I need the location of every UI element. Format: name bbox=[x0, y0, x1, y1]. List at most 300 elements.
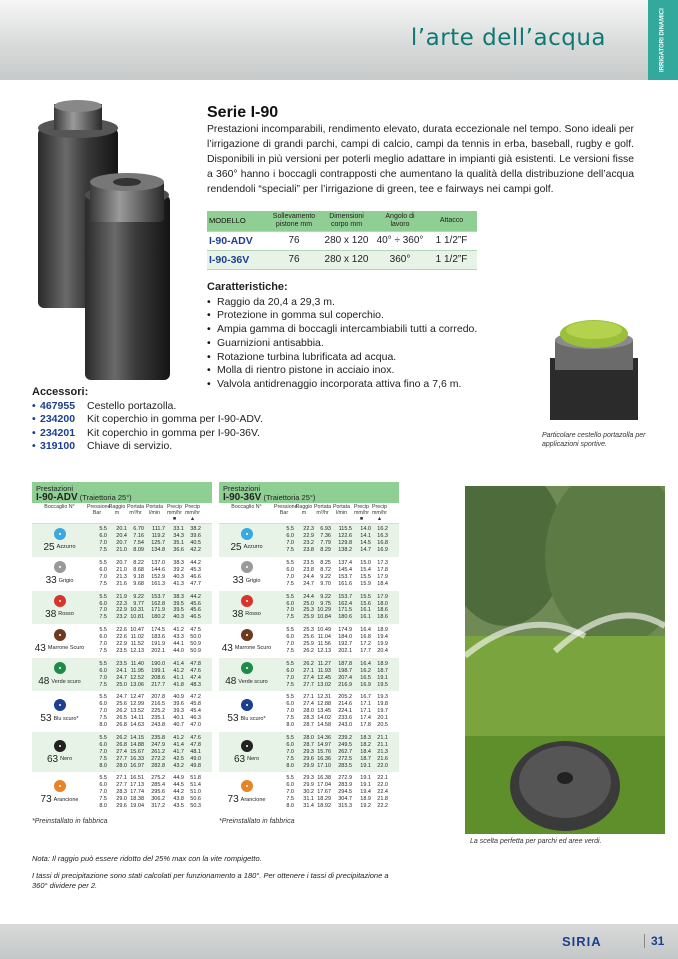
perf-col-label: Pressione Bar bbox=[87, 504, 111, 516]
perf-value: 29.6 bbox=[303, 755, 314, 762]
accessory-code: • 234201 bbox=[32, 427, 87, 441]
perf-value: 21.3 bbox=[377, 748, 388, 755]
perf-row bbox=[274, 607, 388, 614]
feature-item: • Guarnizioni antisabbia. bbox=[207, 337, 477, 351]
perf-value: 19.4 bbox=[377, 634, 388, 641]
perf-value: 40.9 bbox=[173, 694, 184, 701]
perf-value: 272.9 bbox=[338, 775, 352, 782]
note-1: Nota: Il raggio può essere ridotto del 25% max con la vite rompigetto. bbox=[32, 854, 262, 863]
perf-value: 6.0 bbox=[286, 533, 294, 540]
perf-value: 14.63 bbox=[130, 722, 144, 729]
perf-value: 48.3 bbox=[190, 681, 201, 688]
perf-trajectory: (Traiettoria 25°) bbox=[79, 493, 132, 502]
perf-value: 22.6 bbox=[116, 634, 127, 641]
perf-value: 14.0 bbox=[360, 526, 371, 533]
accessory-item bbox=[32, 413, 263, 427]
perf-row bbox=[274, 601, 388, 608]
cell: 1 1/2”F bbox=[426, 250, 477, 269]
perf-row bbox=[87, 661, 201, 668]
perf-value: 25.9 bbox=[303, 641, 314, 648]
features-title: Caratteristiche: bbox=[207, 281, 288, 293]
perf-value: 22.0 bbox=[377, 782, 388, 789]
perf-row bbox=[274, 661, 388, 668]
perf-value: 48.1 bbox=[190, 748, 201, 755]
perf-value: 202.1 bbox=[338, 647, 352, 654]
perf-value: 12.52 bbox=[130, 674, 144, 681]
perf-value: 12.45 bbox=[317, 674, 331, 681]
perf-value: 17.3 bbox=[377, 560, 388, 567]
accessories-title: Accessori: bbox=[32, 386, 89, 398]
perf-value: 217.7 bbox=[151, 681, 165, 688]
perf-value: 235.1 bbox=[151, 715, 165, 722]
perf-value: 44.9 bbox=[173, 775, 184, 782]
perf-col-label: Pressione Bar bbox=[274, 504, 298, 516]
perf-value: 50.9 bbox=[190, 641, 201, 648]
perf-value: 207.8 bbox=[151, 694, 165, 701]
perf-value: 41.3 bbox=[173, 580, 184, 587]
perf-value: 7.0 bbox=[99, 789, 107, 796]
accessory-desc: Kit coperchio in gomma per I-90-ADV. bbox=[87, 413, 263, 425]
perf-value: 145.4 bbox=[338, 566, 352, 573]
perf-value: 12.47 bbox=[130, 694, 144, 701]
perf-value: 47.2 bbox=[190, 694, 201, 701]
nozzle-number: 25 bbox=[230, 541, 242, 553]
perf-col-label: Raggio m bbox=[295, 504, 313, 516]
perf-value: 205.2 bbox=[338, 694, 352, 701]
accessory-desc: Cestello portazolla. bbox=[87, 399, 177, 412]
perf-row bbox=[274, 533, 388, 540]
perf-value: 19.2 bbox=[360, 803, 371, 810]
nozzle-color-name: Verde scuro bbox=[238, 678, 268, 685]
perf-value: 247.9 bbox=[151, 741, 165, 748]
performance-table-36v bbox=[219, 482, 399, 826]
cell: 76 bbox=[269, 250, 319, 269]
perf-value: 23.5 bbox=[303, 560, 314, 567]
feature-item: • Molla di rientro pistone in acciaio inox. bbox=[207, 364, 477, 378]
perf-value: 16.4 bbox=[360, 627, 371, 634]
perf-value: 19.9 bbox=[377, 641, 388, 648]
perf-value: 162.8 bbox=[151, 600, 165, 607]
accessory-code: • 234200 bbox=[32, 413, 87, 427]
perf-row bbox=[274, 641, 388, 648]
perf-value: 43.3 bbox=[173, 634, 184, 641]
perf-value: 19.3 bbox=[377, 694, 388, 701]
perf-value: 47.8 bbox=[190, 741, 201, 748]
perf-value: 22.9 bbox=[116, 607, 127, 614]
perf-value: 6.0 bbox=[99, 566, 107, 573]
perf-value: 12.13 bbox=[130, 647, 144, 654]
perf-row bbox=[87, 627, 201, 634]
perf-value: 47.6 bbox=[190, 667, 201, 674]
perf-value: 18.38 bbox=[130, 796, 144, 803]
perf-row bbox=[274, 735, 388, 742]
nozzle-number: 43 bbox=[34, 642, 46, 654]
perf-value: 14.02 bbox=[317, 715, 331, 722]
perf-value: 26.2 bbox=[303, 647, 314, 654]
nozzle-cell bbox=[32, 625, 87, 658]
nozzle-label bbox=[234, 754, 259, 765]
perf-value: 31.1 bbox=[303, 796, 314, 803]
perf-value: 282.8 bbox=[151, 762, 165, 769]
perf-value: 8.22 bbox=[133, 560, 144, 567]
perf-value: 18.3 bbox=[360, 734, 371, 741]
perf-value: 153.7 bbox=[338, 593, 352, 600]
perf-value: 15.5 bbox=[360, 573, 371, 580]
col-dim: Dimensioni corpo mm bbox=[319, 211, 374, 231]
perf-value: 161.6 bbox=[338, 580, 352, 587]
nozzle-label bbox=[230, 542, 262, 553]
perf-value: 7.0 bbox=[99, 748, 107, 755]
perf-value: 47.4 bbox=[190, 674, 201, 681]
perf-value: 19.1 bbox=[360, 762, 371, 769]
perf-value: 6.0 bbox=[99, 701, 107, 708]
perf-value: 18.2 bbox=[360, 741, 371, 748]
perf-value: 45.8 bbox=[190, 701, 201, 708]
nozzle-label bbox=[38, 676, 80, 687]
perf-value: 41.2 bbox=[173, 667, 184, 674]
perf-value: 27.4 bbox=[116, 748, 127, 755]
nozzle-color-name: Azzurro bbox=[243, 544, 263, 551]
nozzle-label bbox=[222, 643, 272, 654]
perf-row bbox=[274, 540, 388, 547]
perf-value: 294.5 bbox=[338, 789, 352, 796]
perf-value: 6.0 bbox=[99, 634, 107, 641]
perf-value: 5.5 bbox=[99, 593, 107, 600]
perf-value: 235.8 bbox=[151, 734, 165, 741]
perf-row bbox=[274, 742, 388, 749]
perf-value: 26.8 bbox=[116, 741, 127, 748]
perf-row bbox=[274, 756, 388, 763]
perf-value: 31.4 bbox=[303, 803, 314, 810]
perf-value: 25.6 bbox=[116, 701, 127, 708]
perf-value: 5.5 bbox=[99, 694, 107, 701]
perf-value: 13.52 bbox=[130, 708, 144, 715]
cell: 40° ÷ 360° bbox=[374, 231, 426, 250]
perf-row bbox=[274, 803, 388, 810]
perf-col-label: Portata l/min bbox=[332, 504, 351, 516]
nozzle-color-name: Blu scuro* bbox=[53, 715, 79, 722]
perf-value: 18.6 bbox=[377, 614, 388, 621]
perf-value: 7.5 bbox=[286, 796, 294, 803]
perf-value: 111.7 bbox=[152, 526, 165, 533]
perf-value: 6.70 bbox=[133, 526, 144, 533]
nozzle-label bbox=[47, 754, 72, 765]
perf-value: 119.2 bbox=[151, 533, 165, 540]
perf-value: 14.5 bbox=[360, 540, 371, 547]
nozzle-number: 73 bbox=[40, 794, 52, 806]
perf-value: 216.5 bbox=[151, 701, 165, 708]
nozzle-number: 53 bbox=[227, 713, 239, 725]
perf-value: 8.68 bbox=[133, 566, 144, 573]
perf-value: 6.0 bbox=[286, 701, 294, 708]
nozzle-icon bbox=[241, 699, 253, 711]
perf-header bbox=[32, 482, 212, 503]
perf-col-label: Precip mm/hr ■ bbox=[166, 504, 182, 522]
perf-row bbox=[87, 803, 201, 810]
perf-value: 216.9 bbox=[338, 681, 352, 688]
perf-value: 7.16 bbox=[133, 533, 144, 540]
perf-value: 24.7 bbox=[116, 674, 127, 681]
perf-col-label: Portata l/min bbox=[145, 504, 164, 516]
nozzle-number: 48 bbox=[38, 676, 50, 688]
perf-value: 7.0 bbox=[286, 789, 294, 796]
perf-value: 7.0 bbox=[286, 540, 294, 547]
perf-value: 199.1 bbox=[151, 667, 165, 674]
perf-value: 8.72 bbox=[320, 566, 331, 573]
perf-row bbox=[274, 708, 388, 715]
perf-model-name: I-90-36V bbox=[223, 492, 262, 503]
perf-value: 18.92 bbox=[317, 803, 331, 810]
nozzle-values bbox=[274, 661, 388, 689]
perf-value: 49.8 bbox=[190, 762, 201, 769]
perf-value: 122.6 bbox=[338, 533, 352, 540]
perf-col-label: Precip mm/hr ■ bbox=[353, 504, 369, 522]
perf-value: 21.1 bbox=[377, 734, 388, 741]
perf-value: 202.1 bbox=[151, 647, 165, 654]
perf-value: 262.7 bbox=[338, 748, 352, 755]
perf-value: 7.0 bbox=[99, 641, 107, 648]
perf-value: 20.4 bbox=[377, 647, 388, 654]
nozzle-values bbox=[274, 775, 388, 810]
perf-row bbox=[87, 560, 201, 567]
perf-value: 26.2 bbox=[116, 734, 127, 741]
perf-value: 17.9 bbox=[377, 573, 388, 580]
perf-row bbox=[87, 634, 201, 641]
perf-value: 23.2 bbox=[303, 540, 314, 547]
perf-value: 11.02 bbox=[130, 634, 144, 641]
perf-value: 162.4 bbox=[338, 600, 352, 607]
perf-value: 38.2 bbox=[190, 526, 201, 533]
perf-value: 13.02 bbox=[317, 681, 331, 688]
perf-value: 47.7 bbox=[190, 580, 201, 587]
perf-value: 144.6 bbox=[151, 566, 165, 573]
nozzle-values bbox=[87, 775, 201, 810]
perf-value: 25.0 bbox=[303, 600, 314, 607]
perf-row bbox=[274, 668, 388, 675]
perf-value: 28.3 bbox=[116, 789, 127, 796]
perf-value: 5.5 bbox=[99, 627, 107, 634]
perf-value: 27.7 bbox=[116, 782, 127, 789]
perf-value: 115.5 bbox=[338, 526, 352, 533]
perf-row bbox=[274, 675, 388, 682]
perf-row bbox=[87, 756, 201, 763]
perf-value: 16.38 bbox=[317, 775, 331, 782]
perf-row bbox=[87, 682, 201, 689]
perf-value: 285.4 bbox=[151, 782, 165, 789]
nozzle-icon bbox=[54, 662, 66, 674]
perf-value: 10.29 bbox=[317, 607, 331, 614]
perf-value: 23.5 bbox=[116, 660, 127, 667]
perf-value: 138.2 bbox=[338, 547, 352, 554]
perf-value: 18.7 bbox=[360, 755, 371, 762]
perf-value: 27.1 bbox=[303, 667, 314, 674]
perf-value: 16.1 bbox=[360, 607, 371, 614]
perf-value: 41.2 bbox=[173, 734, 184, 741]
perf-row bbox=[87, 594, 201, 601]
perf-value: 174.9 bbox=[338, 627, 352, 634]
perf-value: 46.6 bbox=[190, 573, 201, 580]
perf-value: 21.6 bbox=[377, 755, 388, 762]
perf-value: 16.9 bbox=[377, 547, 388, 554]
perf-value: 7.5 bbox=[286, 547, 294, 554]
perf-value: 304.7 bbox=[338, 796, 352, 803]
perf-value: 275.2 bbox=[151, 775, 165, 782]
nozzle-icon bbox=[241, 629, 253, 641]
perf-value: 39.2 bbox=[173, 566, 184, 573]
perf-value: 26.2 bbox=[303, 660, 314, 667]
perf-row bbox=[87, 574, 201, 581]
perf-value: 22.0 bbox=[377, 762, 388, 769]
perf-value: 7.0 bbox=[286, 674, 294, 681]
nozzle-icon bbox=[54, 699, 66, 711]
nozzle-group bbox=[219, 591, 399, 625]
product-title: Serie I-90 bbox=[207, 104, 279, 121]
perf-value: 25.3 bbox=[303, 627, 314, 634]
perf-value: 16.8 bbox=[360, 634, 371, 641]
basket-photo bbox=[545, 318, 645, 420]
nozzle-icon bbox=[54, 780, 66, 792]
perf-value: 40.3 bbox=[173, 573, 184, 580]
perf-col-label: Portata m³/hr bbox=[314, 504, 332, 516]
perf-value: 41.7 bbox=[173, 748, 184, 755]
perf-value: 19.1 bbox=[360, 782, 371, 789]
nozzle-color-name: Verde scuro bbox=[51, 678, 81, 685]
perf-value: 183.6 bbox=[151, 634, 165, 641]
perf-value: 239.2 bbox=[338, 734, 352, 741]
nozzle-group bbox=[32, 591, 212, 625]
nozzle-group bbox=[219, 692, 399, 733]
accessory-desc: Kit coperchio in gomma per I-90-36V. bbox=[87, 426, 260, 439]
perf-value: 16.5 bbox=[360, 674, 371, 681]
nozzle-cell bbox=[32, 773, 87, 813]
perf-row bbox=[87, 789, 201, 796]
perf-value: 207.4 bbox=[338, 674, 352, 681]
nozzle-group bbox=[219, 625, 399, 659]
perf-value: 192.7 bbox=[338, 641, 352, 648]
nozzle-values bbox=[274, 627, 388, 655]
perf-value: 47.0 bbox=[190, 722, 201, 729]
perf-value: 13.45 bbox=[317, 708, 331, 715]
model-name: I-90-ADV bbox=[207, 231, 269, 250]
perf-value: 28.3 bbox=[303, 715, 314, 722]
perf-value: 153.7 bbox=[151, 593, 165, 600]
perf-value: 224.1 bbox=[338, 708, 352, 715]
perf-row bbox=[87, 526, 201, 533]
perf-value: 15.67 bbox=[130, 748, 144, 755]
perf-value: 8.29 bbox=[320, 547, 331, 554]
perf-value: 17.10 bbox=[317, 762, 331, 769]
perf-value: 16.9 bbox=[360, 681, 371, 688]
feature-item: • Raggio da 20,4 a 29,3 m. bbox=[207, 296, 477, 310]
perf-value: 129.8 bbox=[338, 540, 352, 547]
perf-value: 19.5 bbox=[377, 681, 388, 688]
perf-value: 40.3 bbox=[173, 614, 184, 621]
nozzle-label bbox=[41, 794, 79, 805]
perf-value: 7.0 bbox=[99, 540, 107, 547]
nozzle-number: 63 bbox=[233, 753, 246, 765]
perf-value: 19.4 bbox=[360, 789, 371, 796]
perf-value: 12.31 bbox=[317, 694, 331, 701]
perf-value: 5.5 bbox=[99, 775, 107, 782]
perf-value: 29.9 bbox=[303, 762, 314, 769]
perf-value: 19.1 bbox=[360, 775, 371, 782]
perf-value: 23.8 bbox=[303, 566, 314, 573]
section-tab: IRRIGATORI DINAMICI bbox=[648, 0, 678, 80]
models-table-header bbox=[207, 211, 477, 231]
perf-value: 6.93 bbox=[320, 526, 331, 533]
perf-value: 17.8 bbox=[377, 566, 388, 573]
perf-value: 21.9 bbox=[116, 593, 127, 600]
perf-row bbox=[274, 594, 388, 601]
perf-value: 45.4 bbox=[190, 708, 201, 715]
perf-value: 17.4 bbox=[360, 715, 371, 722]
perf-row bbox=[274, 701, 388, 708]
nozzle-values bbox=[274, 560, 388, 588]
perf-value: 7.0 bbox=[286, 573, 294, 580]
perf-value: 7.5 bbox=[286, 580, 294, 587]
perf-value: 7.0 bbox=[286, 607, 294, 614]
perf-value: 25.3 bbox=[303, 607, 314, 614]
perf-value: 22.3 bbox=[303, 526, 314, 533]
cell: 360° bbox=[374, 250, 426, 269]
perf-row bbox=[274, 526, 388, 533]
perf-value: 28.7 bbox=[303, 741, 314, 748]
nozzle-color-name: Nero bbox=[247, 756, 260, 763]
perf-value: 51.0 bbox=[190, 789, 201, 796]
perf-value: 6.0 bbox=[286, 741, 294, 748]
perf-model bbox=[36, 493, 208, 502]
perf-value: 14.1 bbox=[360, 533, 371, 540]
perf-value: 26.2 bbox=[116, 708, 127, 715]
perf-value: 27.4 bbox=[303, 674, 314, 681]
nozzle-icon bbox=[241, 780, 253, 792]
perf-value: 8.0 bbox=[99, 722, 107, 729]
header-title: l’arte dell’acqua bbox=[410, 25, 606, 51]
perf-row bbox=[274, 560, 388, 567]
nozzle-icon bbox=[241, 595, 253, 607]
perf-value: 44.0 bbox=[173, 647, 184, 654]
perf-value: 25.0 bbox=[116, 681, 127, 688]
perf-value: 16.97 bbox=[130, 762, 144, 769]
perf-value: 7.5 bbox=[99, 715, 107, 722]
perf-value: 22.3 bbox=[116, 600, 127, 607]
perf-value: 10.81 bbox=[130, 614, 144, 621]
perf-value: 15.6 bbox=[360, 600, 371, 607]
perf-row bbox=[87, 614, 201, 621]
nozzle-label bbox=[35, 643, 85, 654]
perf-value: 36.6 bbox=[173, 547, 184, 554]
nozzle-cell bbox=[219, 524, 274, 557]
perf-value: 174.5 bbox=[151, 627, 165, 634]
model-name: I-90-36V bbox=[207, 250, 269, 269]
perf-col-label: Boccaglio N° bbox=[44, 504, 75, 510]
perf-value: 38.3 bbox=[173, 593, 184, 600]
perf-value: 7.5 bbox=[99, 681, 107, 688]
perf-value: 10.84 bbox=[317, 614, 331, 621]
perf-value: 295.6 bbox=[151, 789, 165, 796]
perf-value: 261.2 bbox=[151, 748, 165, 755]
perf-value: 8.25 bbox=[320, 560, 331, 567]
perf-value: 30.2 bbox=[303, 789, 314, 796]
perf-value: 42.5 bbox=[173, 755, 184, 762]
nozzle-label bbox=[45, 609, 74, 620]
perf-value: 15.9 bbox=[360, 580, 371, 587]
nozzle-values bbox=[87, 694, 201, 729]
table-row bbox=[207, 250, 477, 269]
perf-value: 7.0 bbox=[286, 708, 294, 715]
perf-value: 6.0 bbox=[99, 667, 107, 674]
perf-value: 8.0 bbox=[99, 762, 107, 769]
